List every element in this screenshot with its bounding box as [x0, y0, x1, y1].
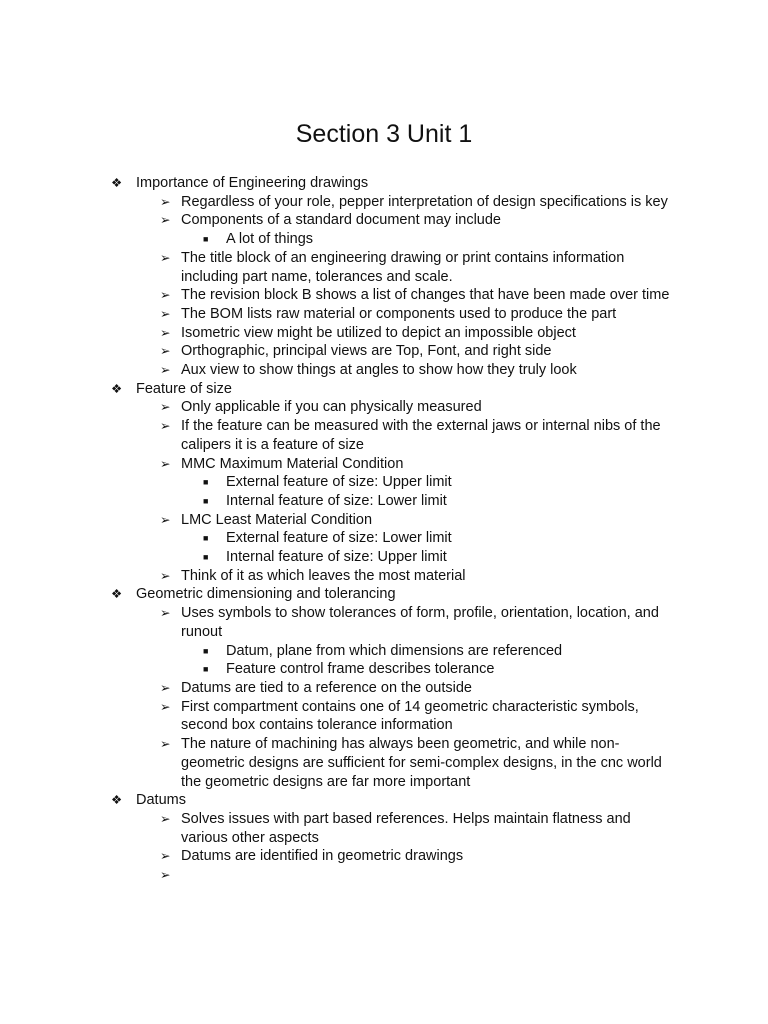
outline-item-level-2 — [0, 417, 676, 454]
outline-item-level-2 — [0, 698, 676, 735]
arrowhead-bullet-icon: ➢ — [160, 194, 171, 209]
outline-item-text: Only applicable if you can physically measured — [181, 399, 482, 416]
square-bullet-icon: ■ — [203, 477, 209, 488]
arrowhead-bullet-icon: ➢ — [160, 419, 171, 434]
outline-item-text: External feature of size: Lower limit — [226, 530, 452, 547]
outline-item-text: Datums are identified in geometric drawings — [181, 848, 464, 865]
outline-item-text: A lot of things — [226, 231, 314, 248]
outline-item-text: Uses symbols to show tolerances of form, profile, orientation, location, and runout — [181, 605, 659, 640]
outline-item-text: Geometric dimensioning and tolerancing — [136, 586, 396, 603]
outline-item-level-3 — [0, 230, 676, 249]
arrowhead-bullet-icon: ➢ — [160, 737, 171, 752]
outline-item-level-1 — [0, 791, 676, 810]
outline-item-text: The revision block B shows a list of changes that have been made over time — [181, 287, 670, 304]
arrowhead-bullet-icon: ➢ — [160, 680, 171, 695]
square-bullet-icon: ■ — [203, 495, 209, 506]
outline-item-level-3 — [0, 492, 676, 511]
outline-item-text: Feature of size — [136, 380, 232, 397]
arrowhead-bullet-icon: ➢ — [160, 250, 171, 265]
square-bullet-icon: ■ — [203, 552, 209, 563]
square-bullet-icon: ■ — [203, 664, 209, 675]
square-bullet-icon: ■ — [203, 533, 209, 544]
outline-item-text: Orthographic, principal views are Top, Font, and right side — [181, 343, 552, 360]
outline-item-level-1 — [0, 380, 676, 399]
notes-outline — [0, 174, 768, 883]
arrowhead-bullet-icon: ➢ — [160, 868, 171, 883]
arrowhead-bullet-icon: ➢ — [160, 325, 171, 340]
outline-item-level-2 — [0, 735, 676, 791]
arrowhead-bullet-icon: ➢ — [160, 363, 171, 378]
outline-item-text: Solves issues with part based references. Helps maintain flatness and various other aspects — [181, 810, 631, 846]
arrowhead-bullet-icon: ➢ — [160, 306, 171, 321]
outline-item-level-2 — [0, 193, 676, 212]
outline-item-level-2 — [0, 604, 676, 641]
outline-item-text: Components of a standard document may include — [181, 212, 501, 229]
outline-item-text: Datum, plane from which dimensions are referenced — [226, 642, 563, 659]
outline-item-level-3 — [0, 660, 676, 679]
outline-item-level-2 — [0, 286, 676, 305]
outline-item-text: Importance of Engineering drawings — [136, 175, 369, 191]
arrowhead-bullet-icon: ➢ — [160, 344, 171, 359]
arrowhead-bullet-icon: ➢ — [160, 811, 171, 826]
outline-item-text: Feature control frame describes tolerance — [226, 661, 495, 678]
outline-item-level-3 — [0, 473, 676, 492]
outline-item-level-2 — [0, 455, 676, 474]
outline-item-text: Datums — [136, 792, 186, 809]
outline-item-text: MMC Maximum Material Condition — [181, 455, 404, 472]
arrowhead-bullet-icon: ➢ — [160, 288, 171, 303]
arrowhead-bullet-icon: ➢ — [160, 568, 171, 583]
outline-item-level-2 — [0, 810, 676, 847]
outline-item-level-2 — [0, 211, 676, 230]
arrowhead-bullet-icon: ➢ — [160, 606, 171, 621]
outline-item-level-2 — [0, 398, 676, 417]
outline-item-level-2 — [0, 342, 676, 361]
outline-item-level-2 — [0, 679, 676, 698]
arrowhead-bullet-icon: ➢ — [160, 849, 171, 864]
outline-item-text: The BOM lists raw material or components used to produce the part — [181, 305, 617, 322]
document-title: Section 3 Unit 1 — [295, 120, 473, 148]
outline-item-level-2 — [0, 324, 676, 343]
outline-item-level-2 — [0, 361, 676, 380]
diamond-bullet-icon: ❖ — [111, 176, 123, 190]
outline-item-text: External feature of size: Upper limit — [226, 474, 452, 491]
outline-item-level-2 — [0, 511, 676, 530]
outline-item-text: LMC Least Material Condition — [181, 511, 373, 528]
arrowhead-bullet-icon: ➢ — [160, 512, 171, 527]
outline-item-text: Regardless of your role, pepper interpretation of design specifications is key — [181, 193, 668, 210]
outline-item-level-2 — [0, 249, 676, 286]
square-bullet-icon: ■ — [203, 645, 209, 656]
outline-item-level-1 — [0, 585, 676, 604]
square-bullet-icon: ■ — [203, 234, 209, 245]
outline-item-level-2 — [0, 567, 676, 586]
arrowhead-bullet-icon: ➢ — [160, 400, 171, 415]
outline-item-text: The title block of an engineering drawing or print contains information including part name, tolerances and scale. — [181, 249, 625, 285]
diamond-bullet-icon: ❖ — [111, 793, 123, 808]
outline-item-level-3 — [0, 548, 676, 567]
outline-item-text: Isometric view might be utilized to depict an impossible object — [181, 324, 576, 341]
outline-item-text: Internal feature of size: Lower limit — [226, 492, 447, 509]
outline-item-level-1 — [0, 174, 676, 193]
outline-item-text: Aux view to show things at angles to show how they truly look — [181, 362, 577, 379]
outline-item-text: Think of it as which leaves the most material — [181, 567, 466, 584]
outline-item-level-3 — [0, 642, 676, 661]
outline-item-text: If the feature can be measured with the external jaws or internal nibs of the calipers it is a feature of size — [181, 418, 661, 453]
outline-item-text: Internal feature of size: Upper limit — [226, 549, 447, 566]
outline-item-level-2 — [0, 305, 676, 324]
arrowhead-bullet-icon: ➢ — [160, 699, 171, 714]
arrowhead-bullet-icon: ➢ — [160, 213, 171, 228]
diamond-bullet-icon: ❖ — [111, 381, 123, 396]
outline-item-level-3 — [0, 529, 676, 548]
arrowhead-bullet-icon: ➢ — [160, 456, 171, 471]
outline-item-text: First compartment contains one of 14 geometric characteristic symbols, second box contains tolerance information — [181, 698, 639, 734]
outline-item-text: The nature of machining has always been geometric, and while non-geometric designs are sufficient for semi-complex designs, in the cnc world the geometric designs are far more important — [181, 736, 662, 790]
diamond-bullet-icon: ❖ — [111, 587, 123, 602]
outline-item-level-2 — [0, 847, 676, 866]
outline-item-text: Datums are tied to a reference on the outside — [181, 679, 472, 696]
